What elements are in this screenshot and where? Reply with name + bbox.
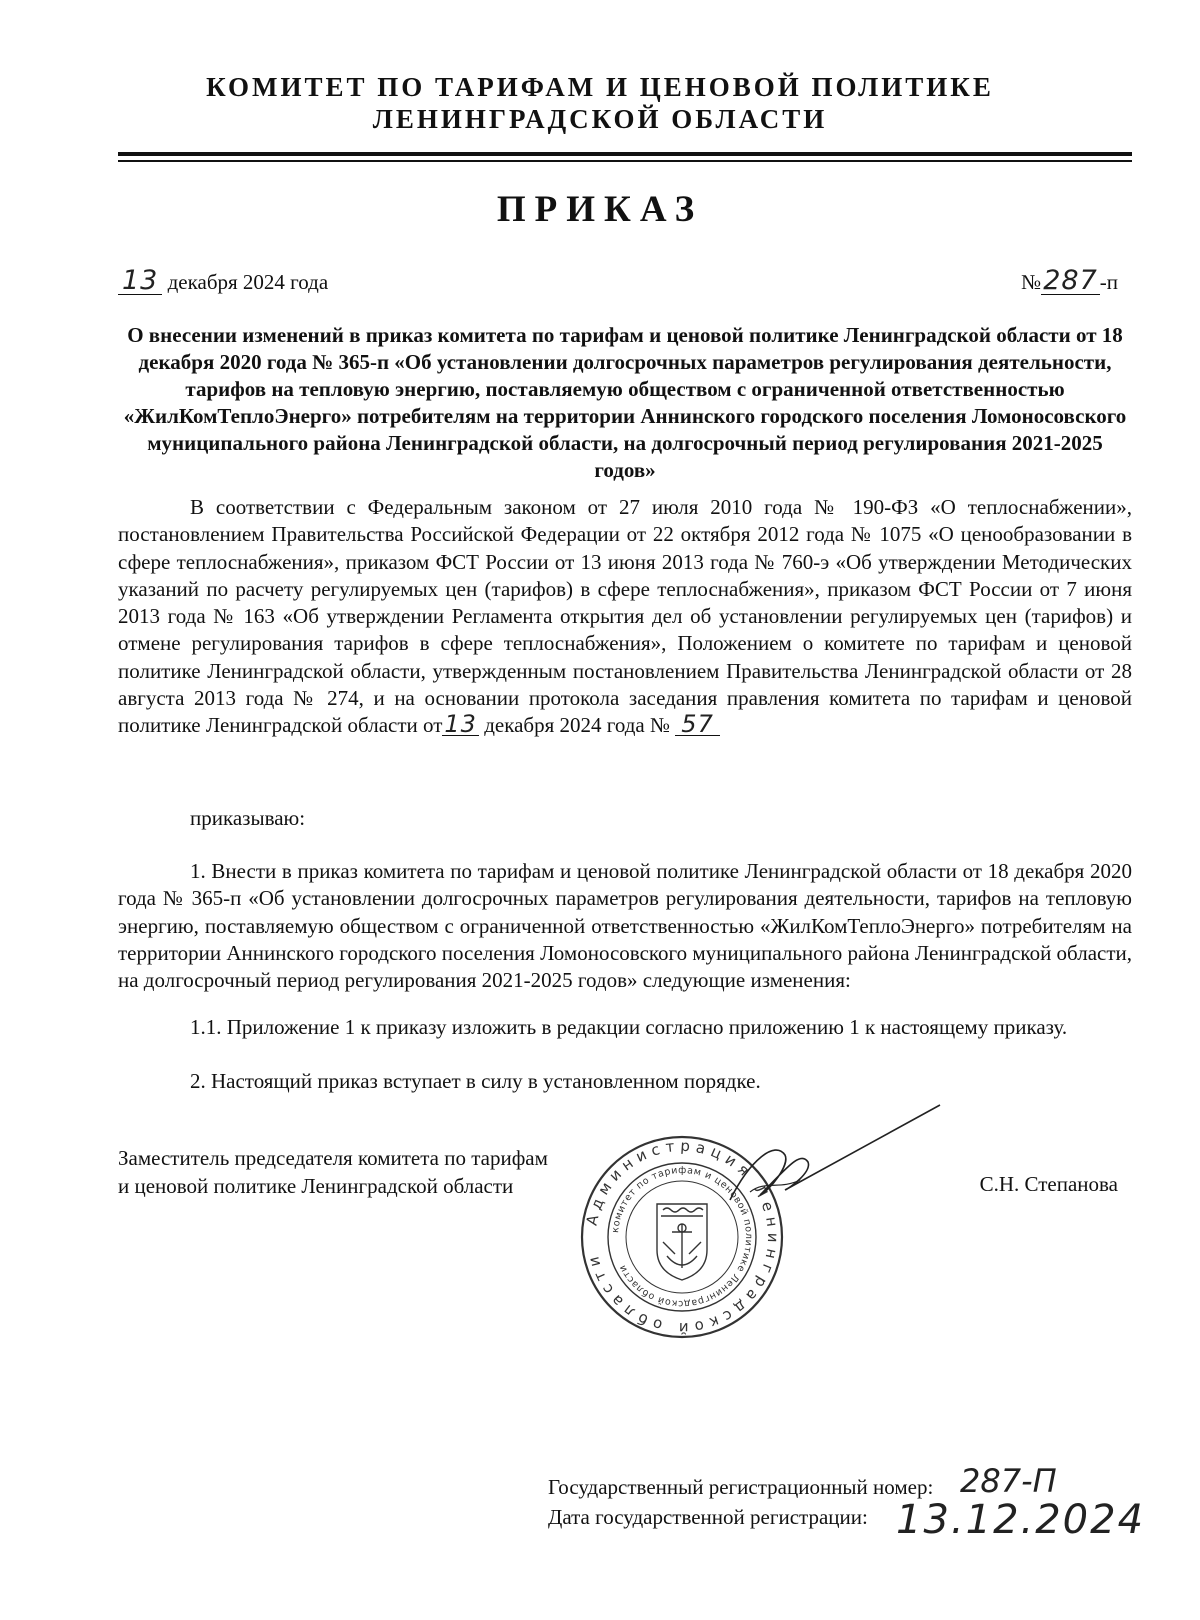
committee-name-line2: ЛЕНИНГРАДСКОЙ ОБЛАСТИ bbox=[372, 104, 828, 134]
order-item-2: 2. Настоящий приказ вступает в силу в установленном порядке. bbox=[190, 1069, 761, 1093]
registration-number-label: Государственный регистрационный номер: bbox=[548, 1475, 934, 1499]
handwritten-signature bbox=[690, 1100, 950, 1210]
seal-outer-text: Администрация Ленинградской области bbox=[582, 1136, 783, 1338]
order-number bbox=[1021, 265, 1118, 296]
registration-date-value: 13.12.2024 bbox=[896, 1497, 1146, 1543]
order-date-day: 13 bbox=[118, 268, 162, 295]
preamble-last-line-middle: декабря 2024 года № bbox=[484, 713, 671, 738]
order-verb: приказываю: bbox=[190, 806, 306, 830]
protocol-number: 57 bbox=[675, 713, 720, 736]
header-rule-thick bbox=[118, 152, 1132, 156]
preamble-last-line bbox=[347, 710, 720, 739]
signatory-position-line1: Заместитель председателя комитета по тарифам bbox=[118, 1146, 548, 1170]
header-rule-thin bbox=[118, 160, 1132, 162]
registration-date-label: Дата государственной регистрации: bbox=[548, 1505, 868, 1529]
registration-block bbox=[548, 1472, 933, 1532]
order-date bbox=[118, 265, 329, 296]
protocol-day: 13 bbox=[444, 710, 477, 739]
order-number-suffix: -п bbox=[1099, 270, 1118, 294]
order-number-value: 287 bbox=[1043, 265, 1098, 296]
preamble-paragraph bbox=[118, 494, 1132, 740]
preamble-last-line-prefix: области от bbox=[347, 713, 443, 738]
order-item-1-1: 1.1. Приложение 1 к приказу изложить в редакции согласно приложению 1 к настоящему приказу. bbox=[190, 1015, 1068, 1039]
order-date-rest: декабря 2024 года bbox=[167, 270, 329, 294]
registration-number-value: 287-П bbox=[960, 1462, 1057, 1500]
signatory-position-line2: и ценовой политике Ленинградской области bbox=[118, 1174, 514, 1198]
order-subject: О внесении изменений в приказ комитета по тарифам и ценовой политике Ленинградской области от 18 декабря 2020 года № 365-п «Об установлении долгосрочных параметров регулирования деятельности, тарифов на тепловую энергию, поставляемую обществом с ограниченной ответственностью «ЖилКомТеплоЭнерго» потребителям на территории Аннинского городского поселения Ломоносовского муниципального района Ленинградской области, на долгосрочный период регулирования 2021-2025 годов» bbox=[123, 323, 1127, 482]
committee-name-line1: КОМИТЕТ ПО ТАРИФАМ И ЦЕНОВОЙ ПОЛИТИКЕ bbox=[206, 72, 994, 102]
coat-of-arms-icon bbox=[657, 1204, 707, 1280]
order-item-1: 1. Внести в приказ комитета по тарифам и ценовой политике Ленинградской области от 18 декабря 2020 года № 365-п «Об установлении долгосрочных параметров регулирования деятельности, тарифов на тепловую энергию, поставляемую обществом с ограниченной ответственностью «ЖилКомТеплоЭнерго» потребителям на территории Аннинского городского поселения Ломоносовского муниципального района Ленинградской области, на долгосрочный период регулирования 2021-2025 годов» следующие изменения: bbox=[118, 859, 1133, 993]
signature-scribble bbox=[690, 1100, 950, 1210]
document-type-title: ПРИКАЗ bbox=[496, 189, 704, 230]
signatory-position bbox=[118, 1144, 548, 1200]
signatory-name: С.Н. Степанова bbox=[979, 1172, 1118, 1196]
order-number-prefix: № bbox=[1021, 270, 1042, 294]
seal-inner-text: комитет по тарифам и ценовой политике Ленинградской области bbox=[610, 1164, 755, 1310]
preamble-text: В соответствии с Федеральным законом от 27 июля 2010 года № 190-ФЗ «О теплоснабжении», постановлением Правительства Российской Федерации от 22 октября 2012 года № 1075 «О ценообразовании в сфере теплоснабжения», приказом ФСТ России от 13 июня 2013 года № 760-э «Об утверждении Методических указаний по расчету регулируемых цен (тарифов) в сфере теплоснабжения», приказом ФСТ России от 7 июня 2013 года № 163 «Об утверждении Регламента открытия дел об установлении регулируемых цен (тарифов) и отмене регулирования тарифов в сфере теплоснабжения», Положением о комитете по тарифам и ценовой политике Ленинградской области, утвержденным постановлением Правительства Ленинградской области от 28 августа 2013 года № 274, и на основании протокола заседания правления комитета по тарифам и ценовой политике Ленинградской bbox=[118, 495, 1132, 738]
